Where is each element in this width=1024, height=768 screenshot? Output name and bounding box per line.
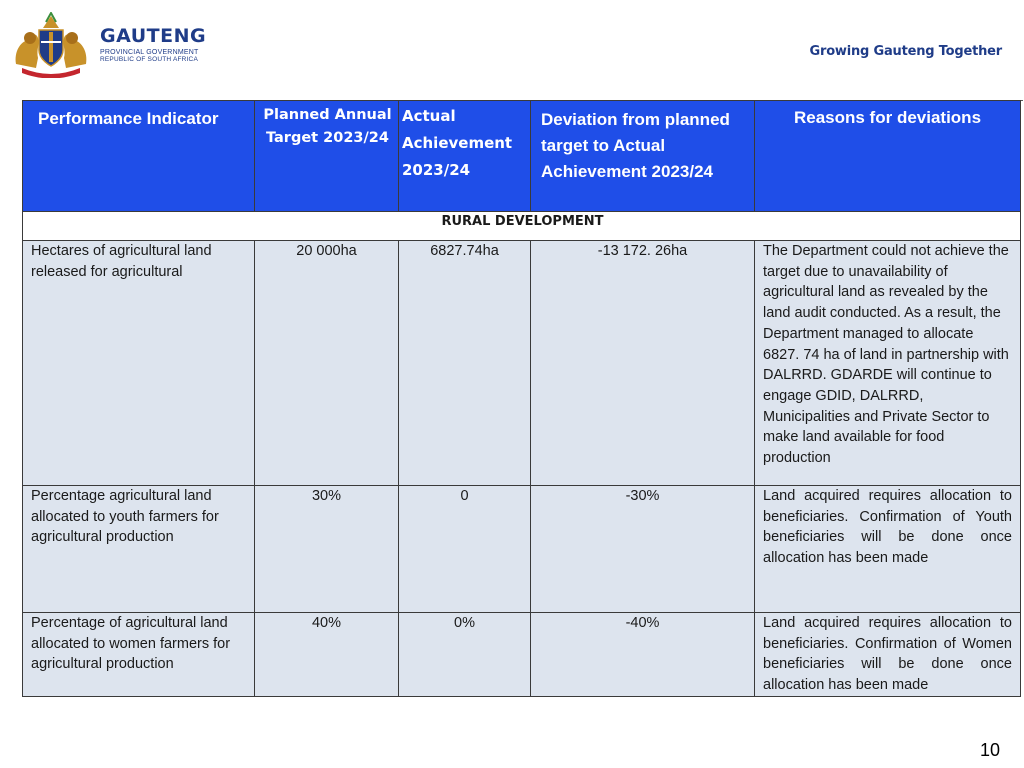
actual-cell: 6827.74ha	[399, 241, 531, 486]
logo-subtitle-country: REPUBLIC OF SOUTH AFRICA	[100, 55, 198, 63]
deviation-cell: -13 172. 26ha	[531, 241, 755, 486]
table-header-row	[23, 101, 1021, 212]
actual-cell: 0	[399, 486, 531, 613]
header-actual-achievement: Actual Achievement 2023/24	[399, 101, 531, 212]
actual-cell: 0%	[399, 613, 531, 697]
table-row	[23, 486, 1021, 613]
table-row	[23, 241, 1021, 486]
performance-table	[22, 100, 1021, 697]
indicator-cell: Percentage agricultural land allocated to youth farmers for agricultural production	[23, 486, 255, 613]
reason-cell: The Department could not achieve the target due to unavailability of agricultural land as revealed by the land audit conducted. As a result, the Department managed to allocate 6827. 74 ha of land in partnership with DALRRD. GDARDE will continue to engage GDID, DALRRD, Municipalities and Private Sector to make land available for food production	[755, 241, 1021, 486]
coat-of-arms-icon	[10, 12, 92, 78]
indicator-cell: Percentage of agricultural land allocated to women farmers for agricultural production	[23, 613, 255, 697]
header-reasons: Reasons for deviations	[755, 101, 1021, 212]
section-row	[23, 212, 1021, 241]
target-cell: 30%	[255, 486, 399, 613]
target-cell: 20 000ha	[255, 241, 399, 486]
target-cell: 40%	[255, 613, 399, 697]
header-planned-target: Planned Annual Target 2023/24	[255, 101, 399, 212]
page-number: 10	[979, 740, 1000, 760]
reason-cell: Land acquired requires allocation to beneficiaries. Confirmation of Women beneficiaries will be done once allocation has been made	[755, 613, 1021, 697]
gauteng-logo	[10, 12, 206, 78]
tagline: Growing Gauteng Together	[809, 44, 1002, 59]
header-performance-indicator: Performance Indicator	[23, 101, 255, 212]
deviation-cell: -30%	[531, 486, 755, 613]
deviation-cell: -40%	[531, 613, 755, 697]
indicator-cell: Hectares of agricultural land released for agricultural	[23, 241, 255, 486]
section-title: RURAL DEVELOPMENT	[23, 212, 1021, 241]
logo-title: GAUTENG	[100, 24, 207, 47]
table-row	[23, 613, 1021, 697]
logo-subtitle: PROVINCIAL GOVERNMENT	[100, 48, 199, 56]
header-deviation: Deviation from planned target to Actual Achievement 2023/24	[531, 101, 755, 212]
reason-cell: Land acquired requires allocation to beneficiaries. Confirmation of Youth beneficiaries will be done once allocation has been made	[755, 486, 1021, 613]
